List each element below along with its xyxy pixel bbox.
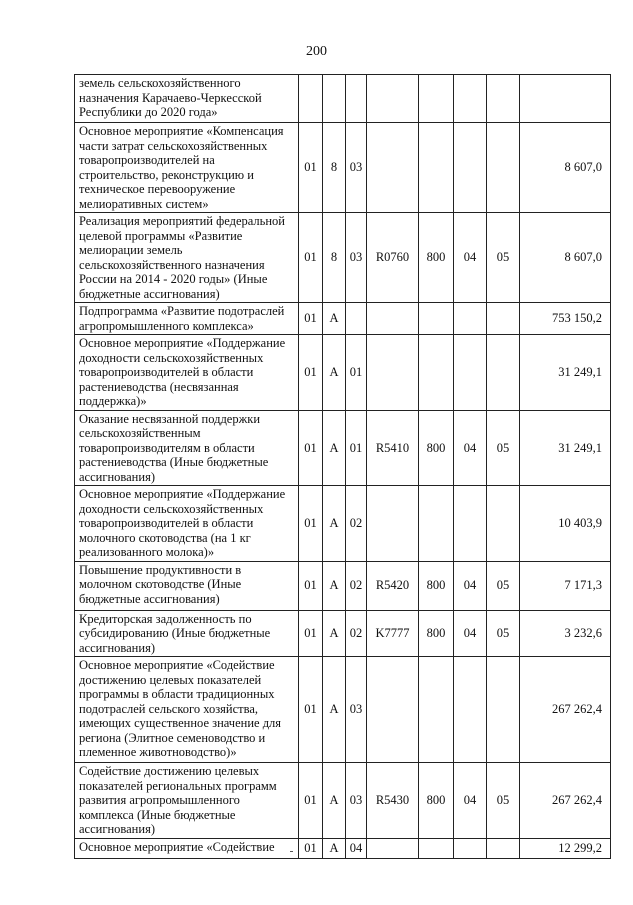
table-row [75,410,611,486]
col-event: 03 [346,763,367,839]
row-name: земель сельскохозяйственного назначения Карачаево-Черкесской Республики до 2020 года» [75,75,299,123]
col-program: 01 [299,303,323,335]
table-row [75,763,611,839]
col-section: 04 [454,561,487,610]
row-sum: 10 403,9 [520,486,611,562]
row-sum: 7 171,3 [520,561,611,610]
row-name: Кредиторская задолженность по субсидированию (Иные бюджетные ассигнования) [75,610,299,657]
col-expense-type [419,486,454,562]
row-sum: 3 232,6 [520,610,611,657]
col-subprogram: А [323,335,346,411]
scan-artifact [290,851,293,852]
col-subsection [487,838,520,858]
col-expense-type: 800 [419,561,454,610]
col-subprogram [323,75,346,123]
col-subsection: 05 [487,410,520,486]
col-direction [367,335,419,411]
col-expense-type [419,303,454,335]
col-direction [367,657,419,763]
col-direction [367,123,419,213]
row-sum [520,75,611,123]
col-section: 04 [454,610,487,657]
col-event: 03 [346,213,367,303]
col-event [346,75,367,123]
col-subsection [487,486,520,562]
row-name: Реализация мероприятий федеральной целевой программы «Развитие мелиорации земель сельскохозяйственного назначения России на 2014 - 2020 годы» (Иные бюджетные ассигнования) [75,213,299,303]
col-event: 01 [346,335,367,411]
col-event: 03 [346,123,367,213]
row-sum: 267 262,4 [520,657,611,763]
row-sum: 267 262,4 [520,763,611,839]
col-subsection: 05 [487,213,520,303]
row-name: Основное мероприятие «Поддержание доходности сельскохозяйственных товаропроизводителей в области молочного скотоводства (на 1 кг реализованного молока)» [75,486,299,562]
col-program [299,75,323,123]
col-expense-type: 800 [419,410,454,486]
col-section: 04 [454,763,487,839]
col-event [346,303,367,335]
col-program: 01 [299,657,323,763]
col-expense-type: 800 [419,610,454,657]
row-sum: 31 249,1 [520,410,611,486]
col-expense-type: 800 [419,213,454,303]
col-program: 01 [299,213,323,303]
row-sum: 8 607,0 [520,213,611,303]
row-sum: 12 299,2 [520,838,611,858]
col-direction: R5420 [367,561,419,610]
row-name: Основное мероприятие «Компенсация части затрат сельскохозяйственных товаропроизводителей на строительство, реконструкцию и техническое перевооружение мелиоративных систем» [75,123,299,213]
col-section [454,486,487,562]
col-section [454,838,487,858]
table-row [75,486,611,562]
table-row [75,657,611,763]
col-program: 01 [299,335,323,411]
row-name: Основное мероприятие «Поддержание доходности сельскохозяйственных товаропроизводителей в области растениеводства (несвязанная поддержка)» [75,335,299,411]
col-expense-type [419,657,454,763]
col-subprogram: А [323,657,346,763]
col-program: 01 [299,123,323,213]
col-expense-type [419,335,454,411]
col-subprogram: А [323,410,346,486]
col-direction [367,838,419,858]
col-section: 04 [454,213,487,303]
col-section [454,335,487,411]
table-row [75,303,611,335]
col-event: 03 [346,657,367,763]
col-direction [367,75,419,123]
col-section [454,303,487,335]
page-number: 200 [306,44,327,59]
col-subsection [487,657,520,763]
row-name: Подпрограмма «Развитие подотраслей агропромышленного комплекса» [75,303,299,335]
col-direction: K7777 [367,610,419,657]
col-expense-type [419,838,454,858]
col-program: 01 [299,763,323,839]
budget-table [74,74,611,859]
col-subprogram: 8 [323,123,346,213]
col-section: 04 [454,410,487,486]
col-subprogram: А [323,610,346,657]
col-event: 02 [346,610,367,657]
row-name: Повышение продуктивности в молочном скотоводстве (Иные бюджетные ассигнования) [75,561,299,610]
table-row [75,838,611,858]
col-direction [367,486,419,562]
col-expense-type [419,123,454,213]
table-row [75,123,611,213]
col-subsection [487,335,520,411]
row-sum: 8 607,0 [520,123,611,213]
col-program: 01 [299,561,323,610]
col-expense-type: 800 [419,763,454,839]
col-event: 02 [346,561,367,610]
col-subsection: 05 [487,610,520,657]
col-subprogram: А [323,303,346,335]
col-direction [367,303,419,335]
row-sum: 753 150,2 [520,303,611,335]
col-event: 02 [346,486,367,562]
col-program: 01 [299,610,323,657]
col-subprogram: А [323,763,346,839]
col-subsection: 05 [487,763,520,839]
table-row [75,561,611,610]
col-program: 01 [299,838,323,858]
row-sum: 31 249,1 [520,335,611,411]
col-direction: R5430 [367,763,419,839]
col-subprogram: А [323,486,346,562]
table-row [75,213,611,303]
col-subsection: 05 [487,561,520,610]
col-program: 01 [299,486,323,562]
col-subprogram: 8 [323,213,346,303]
col-section [454,123,487,213]
col-subsection [487,123,520,213]
col-event: 01 [346,410,367,486]
row-name: Основное мероприятие «Содействие достижению целевых показателей программы в области традиционных подотраслей сельского хозяйства, имеющих существенное значение для региона (Элитное семеноводство и племенное животноводство)» [75,657,299,763]
row-name: Основное мероприятие «Содействие [75,838,299,858]
table-row [75,335,611,411]
col-section [454,75,487,123]
col-subsection [487,75,520,123]
col-subprogram: А [323,561,346,610]
col-expense-type [419,75,454,123]
col-program: 01 [299,410,323,486]
col-section [454,657,487,763]
row-name: Содействие достижению целевых показателей региональных программ развития агропромышленного комплекса (Иные бюджетные ассигнования) [75,763,299,839]
col-direction: R5410 [367,410,419,486]
row-name: Оказание несвязанной поддержки сельскохозяйственным товаропроизводителям в области растениеводства (Иные бюджетные ассигнования) [75,410,299,486]
col-subsection [487,303,520,335]
table-row [75,75,611,123]
col-subprogram: А [323,838,346,858]
col-direction: R0760 [367,213,419,303]
table-row [75,610,611,657]
col-event: 04 [346,838,367,858]
